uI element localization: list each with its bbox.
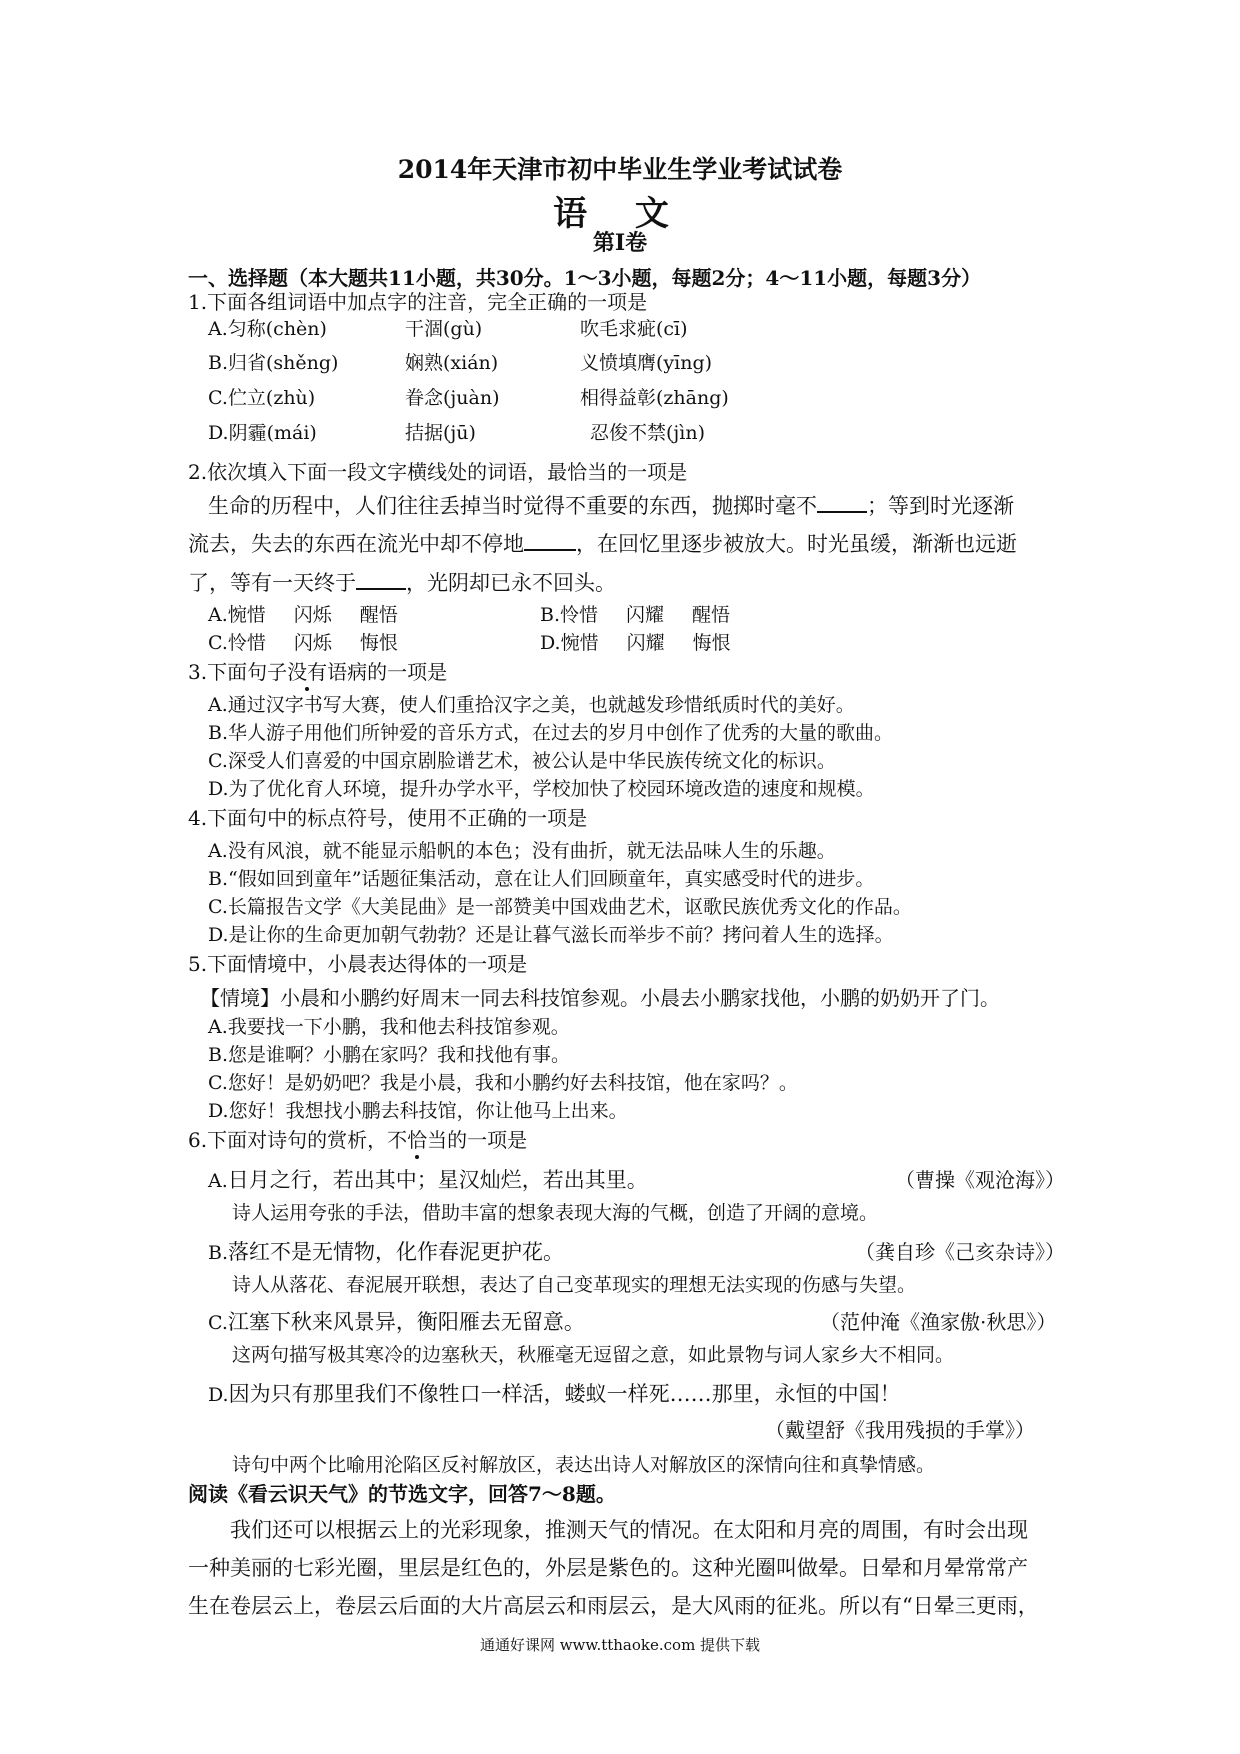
reading-line-1: 我们还可以根据云上的光彩现象，推测天气的情况。在太阳和月亮的周围，有时会出现: [230, 1518, 1028, 1542]
q1-c-3: 相得益彰(zhāng): [580, 387, 729, 409]
q1-a-3: 吹毛求疵(cī): [580, 318, 688, 340]
q2-passage-line-1: [208, 490, 1014, 520]
q3-stem: 3.下面句子没有语病的一项是: [188, 656, 447, 685]
q2-passage-line-3: [188, 567, 616, 597]
q6-b-source: （龚自珍《己亥杂诗》）: [855, 1240, 1065, 1264]
volume-title: 第Ⅰ卷: [592, 230, 648, 256]
q1-stem: 1.下面各组词语中加点字的注音，完全正确的一项是: [188, 290, 648, 314]
q4-option-c: C.长篇报告文学《大美昆曲》是一部赞美中国戏曲艺术，讴歌民族优秀文化的作品。: [208, 896, 912, 918]
q5-context: 【情境】小晨和小鹏约好周末一同去科技馆参观。小晨去小鹏家找他，小鹏的奶奶开了门。: [200, 986, 1000, 1010]
exam-title: 2014年天津市初中毕业生学业考试试卷: [397, 155, 843, 184]
q4-option-b: B.“假如回到童年”话题征集活动，意在让人们回顾童年，真实感受时代的进步。: [208, 868, 875, 890]
q2-p2b: ，在回忆里逐步被放大。时光虽缓，渐渐也远逝: [576, 532, 1017, 556]
q1-c-2: 眷念(juàn): [405, 387, 500, 409]
reading-heading: 阅读《看云识天气》的节选文字，回答7～8题。: [188, 1482, 616, 1506]
q6-stem: 6.下面对诗句的赏析，不恰当的一项是: [188, 1124, 527, 1153]
q1-b-2: 娴熟(xián): [405, 352, 499, 374]
q6-a-source: （曹操《观沧海》）: [895, 1168, 1065, 1192]
q2-blank-2: [524, 531, 576, 551]
q6-b-poem: B.落红不是无情物，化作春泥更护花。: [208, 1240, 565, 1264]
q2-option-b: B.怜惜 闪耀 醒悟: [540, 604, 731, 626]
q2-passage-line-2: [188, 528, 1017, 558]
q1-d-1: D.阴霾(mái): [208, 422, 317, 444]
q5-stem: 5.下面情境中，小晨表达得体的一项是: [188, 952, 528, 976]
q4-stem: 4.下面句中的标点符号，使用不正确的一项是: [188, 806, 588, 830]
q2-stem: 2.依次填入下面一段文字横线处的词语，最恰当的一项是: [188, 460, 688, 484]
q2-blank-3: [356, 570, 406, 590]
section-heading: 一、选择题（本大题共11小题，共30分。1～3小题，每题2分；4～11小题，每题3分）: [188, 266, 982, 290]
q6-d-source: （戴望舒《我用残损的手掌》）: [765, 1418, 1035, 1442]
q1-a-1: A.匀称(chèn): [208, 318, 327, 340]
q2-p3a: 了，等有一天终于: [188, 571, 356, 595]
q6-a-poem: A.日月之行，若出其中；星汉灿烂，若出其里。: [208, 1168, 648, 1192]
q5-option-d: D.您好！我想找小鹏去科技馆，你让他马上出来。: [208, 1100, 628, 1122]
q2-option-c: C.怜惜 闪烁 悔恨: [208, 632, 398, 654]
q1-d-3: 忍俊不禁(jìn): [590, 422, 706, 444]
q4-option-d: D.是让你的生命更加朝气勃勃？还是让暮气滋长而举步不前？拷问着人生的选择。: [208, 924, 894, 946]
q2-p1a: 生命的历程中，人们往往丢掉当时觉得不重要的东西，抛掷时毫不: [208, 494, 817, 518]
q6-c-poem: C.江塞下秋来风景异，衡阳雁去无留意。: [208, 1310, 585, 1334]
q3-option-c: C.深受人们喜爱的中国京剧脸谱艺术，被公认是中华民族传统文化的标识。: [208, 750, 836, 772]
q3-option-d: D.为了优化育人环境，提升办学水平，学校加快了校园环境改造的速度和规模。: [208, 778, 875, 800]
q3-option-b: B.华人游子用他们所钟爱的音乐方式，在过去的岁月中创作了优秀的大量的歌曲。: [208, 722, 894, 744]
q6-c-note: 这两句描写极其寒冷的边塞秋天，秋雁毫无逗留之意，如此景物与词人家乡大不相同。: [232, 1344, 955, 1366]
q2-option-a: A.惋惜 闪烁 醒悟: [208, 604, 398, 626]
reading-line-2: 一种美丽的七彩光圈，里层是红色的，外层是紫色的。这种光圈叫做晕。日晕和月晕常常产: [188, 1556, 1028, 1580]
q6-d-note: 诗句中两个比喻用沦陷区反衬解放区，表达出诗人对解放区的深情向往和真挚情感。: [232, 1454, 936, 1476]
q6-d-poem: D.因为只有那里我们不像牲口一样活，蝼蚁一样死……那里，永恒的中国！: [208, 1382, 901, 1406]
q2-p1b: ；等到时光逐渐: [867, 494, 1014, 518]
q5-option-c: C.您好！是奶奶吧？我是小晨，我和小鹏约好去科技馆，他在家吗？。: [208, 1072, 798, 1094]
q2-blank-1: [817, 493, 867, 513]
reading-line-3: 生在卷层云上，卷层云后面的大片高层云和雨层云，是大风雨的征兆。所以有“日晕三更雨，: [188, 1594, 1039, 1618]
q1-b-1: B.归省(shěng): [208, 352, 339, 374]
q1-a-2: 干涸(gù): [405, 318, 483, 340]
q2-p3b: ，光阴却已永不回头。: [406, 571, 616, 595]
q5-option-a: A.我要找一下小鹏，我和他去科技馆参观。: [208, 1016, 570, 1038]
q3-emphasis: 没有: [287, 656, 327, 685]
q4-option-a: A.没有风浪，就不能显示船帆的本色；没有曲折，就无法品味人生的乐趣。: [208, 840, 836, 862]
page-footer: 通通好课网 www.tthaoke.com 提供下载: [479, 1636, 761, 1654]
q2-p2a: 流去，失去的东西在流光中却不停地: [188, 532, 524, 556]
q2-option-d: D.惋惜 闪耀 悔恨: [540, 632, 731, 654]
q3-option-a: A.通过汉字书写大赛，使人们重拾汉字之美，也就越发珍惜纸质时代的美好。: [208, 694, 855, 716]
q1-d-2: 拮据(jū): [405, 422, 476, 444]
q1-c-1: C.伫立(zhù): [208, 387, 316, 409]
q6-b-note: 诗人从落花、春泥展开联想，表达了自己变革现实的理想无法实现的伤感与失望。: [232, 1274, 917, 1296]
q6-a-note: 诗人运用夸张的手法，借助丰富的想象表现大海的气概，创造了开阔的意境。: [232, 1202, 879, 1224]
q6-emphasis: 不恰当: [387, 1124, 447, 1153]
q5-option-b: B.您是谁啊？小鹏在家吗？我和找他有事。: [208, 1044, 571, 1066]
q1-b-3: 义愤填膺(yīng): [580, 352, 713, 374]
subject-title: 语 文: [553, 194, 687, 234]
q6-c-source: （范仲淹《渔家傲·秋思》）: [820, 1310, 1057, 1334]
